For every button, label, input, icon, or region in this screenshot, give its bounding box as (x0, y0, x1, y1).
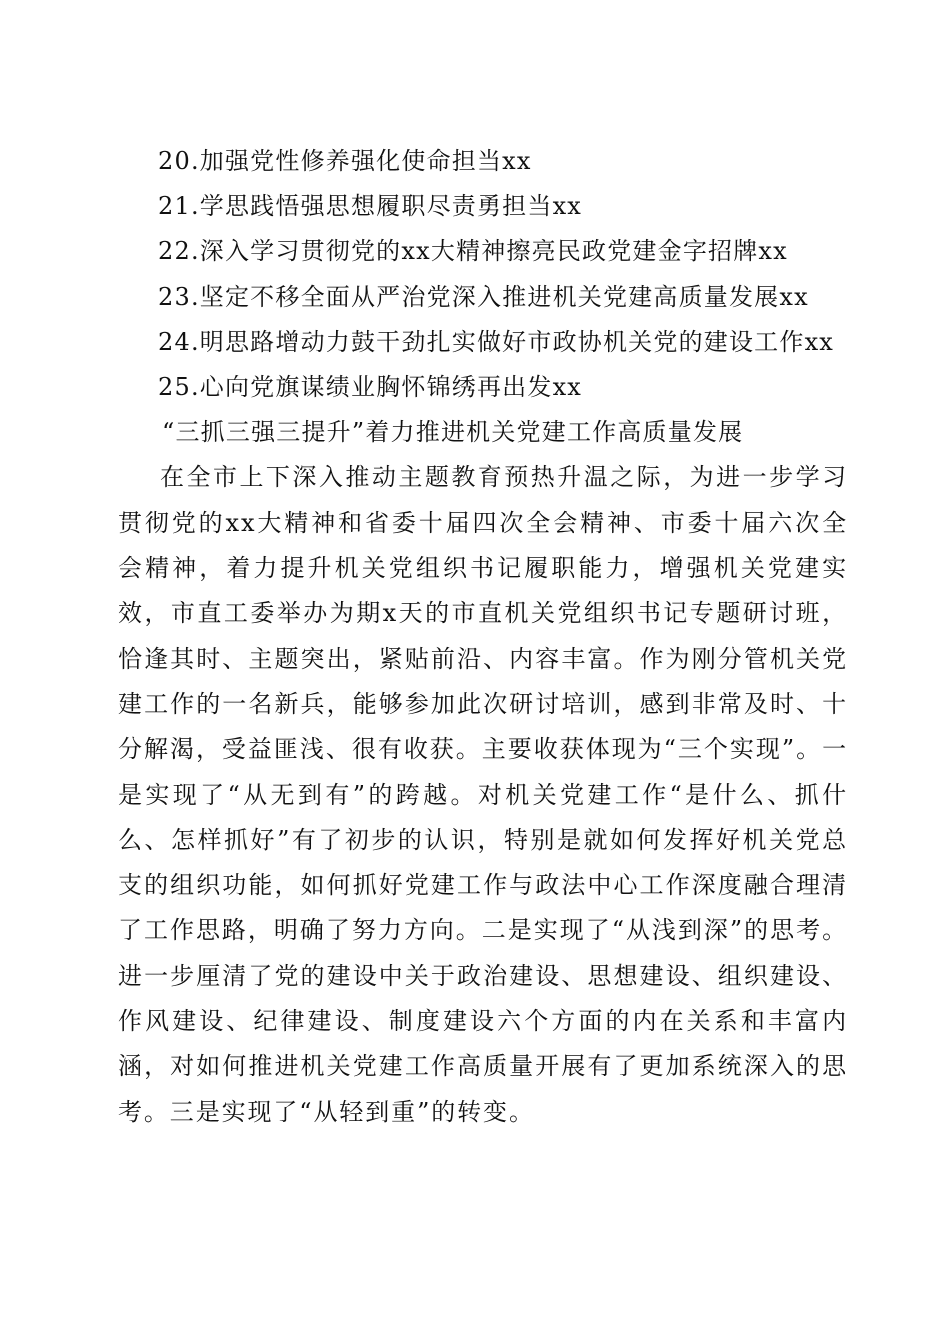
document-content (118, 139, 848, 1135)
list-item-21: 21.学思践悟强思想履职尽责勇担当xx (158, 192, 583, 221)
list-item-24: 24.明思路增动力鼓干劲扎实做好市政协机关党的建设工作xx (158, 327, 835, 356)
list-item-23: 23.坚定不移全面从严治党深入推进机关党建高质量发展xx (158, 282, 809, 311)
section-title: “三抓三强三提升”着力推进机关党建工作高质量发展 (162, 418, 744, 447)
list-item-22: 22.深入学习贯彻党的xx大精神擦亮民政党建金字招牌xx (158, 237, 788, 266)
list-item-20: 20.加强党性修养强化使命担当xx (158, 147, 532, 175)
body-paragraph: 在全市上下深入推动主题教育预热升温之际，为进一步学习贯彻党的xx大精神和省委十届四次全会精神、市委十届六次全会精神，着力提升机关党组织书记履职能力，增强机关党建实效，市直工委举办为期x天的市直机关党组织书记专题研讨班，恰逢其时、主题突出，紧贴前沿、内容丰富。作为刚分管机关党建工作的一名新兵，能够参加此次研讨培训，感到非常及时、十分解渴，受益匪浅、很有收获。主要收获体现为“三个实现”。一是实现了“从无到有”的跨越。对机关党建工作“是什么、抓什么、怎样抓好”有了初步的认识，特别是就如何发挥好机关党总支的组织功能，如何抓好党建工作与政法中心工作深度融合理清了工作思路，明确了努力方向。二是实现了“从浅到深”的思考。进一步厘清了党的建设中关于政治建设、思想建设、组织建设、作风建设、纪律建设、制度建设六个方面的内在关系和丰富内涵，对如何推进机关党建工作高质量开展有了更加系统深入的思考。三是实现了“从轻到重”的转变。 (118, 463, 848, 1126)
list-item-25: 25.心向党旗谋绩业胸怀锦绣再出发xx (158, 373, 583, 402)
